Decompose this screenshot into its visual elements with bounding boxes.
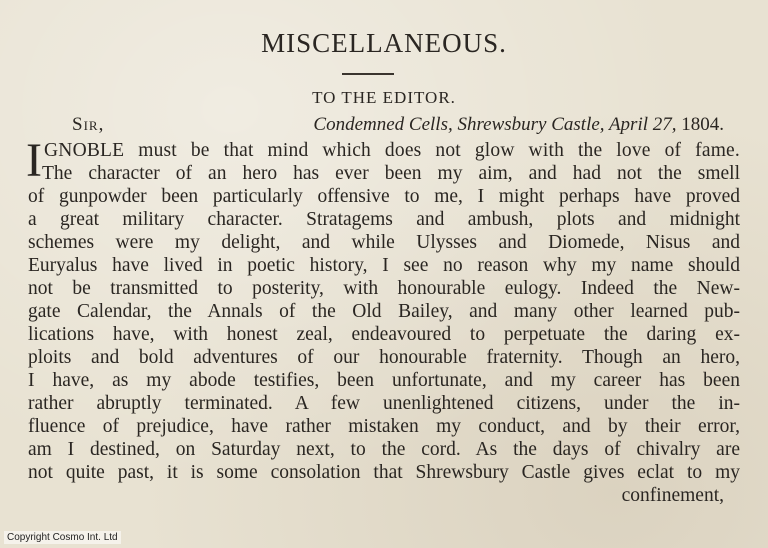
drop-cap: I <box>26 134 42 187</box>
body-line: not be transmitted to posterity, with honourable eulogy. Indeed the New- <box>28 278 740 299</box>
body-line: lications have, with honest zeal, endeavoured to perpetuate the daring ex- <box>28 324 740 345</box>
body-line: schemes were my delight, and while Ulysses and Diomede, Nisus and <box>28 232 740 253</box>
letter-body <box>26 134 740 507</box>
body-line-final: confinement, <box>621 485 724 506</box>
body-line: am I destined, on Saturday next, to the cord. As the days of chivalry are <box>28 439 740 460</box>
body-line: of gunpowder been particularly offensive to me, I might perhaps have proved <box>28 186 740 207</box>
body-line: The character of an hero has ever been my aim, and had not the smell <box>42 163 740 184</box>
copyright-notice: Copyright Cosmo Int. Ltd <box>4 531 121 544</box>
body-line: ploits and bold adventures of our honourable fraternity. Though an hero, <box>28 347 740 368</box>
body-line: GNOBLE must be that mind which does not glow with the love of fame. <box>44 140 740 161</box>
body-line: Euryalus have lived in poetic history, I see no reason why my name should <box>28 255 740 276</box>
dateline <box>313 113 724 137</box>
title-divider-rule <box>342 73 394 75</box>
body-line: gate Calendar, the Annals of the Old Bailey, and many other learned pub- <box>28 301 740 322</box>
section-title: MISCELLANEOUS. <box>261 28 507 58</box>
salutation: Sir, <box>72 114 105 135</box>
letter-heading: TO THE EDITOR. <box>312 88 456 107</box>
dateline-year: 1804. <box>681 114 724 135</box>
salutation-row <box>72 113 724 137</box>
body-line: not quite past, it is some consolation that Shrewsbury Castle gives eclat to my <box>28 462 740 483</box>
body-line: I have, as my abode testifies, been unfortunate, and my career has been <box>28 370 740 391</box>
body-line: rather abruptly terminated. A few unenlightened citizens, under the in- <box>28 393 740 414</box>
dateline-text: Condemned Cells, Shrewsbury Castle, April 27, <box>313 114 677 135</box>
body-line: fluence of prejudice, have rather mistaken my conduct, and by their error, <box>28 416 740 437</box>
body-line: a great military character. Stratagems and ambush, plots and midnight <box>28 209 740 230</box>
